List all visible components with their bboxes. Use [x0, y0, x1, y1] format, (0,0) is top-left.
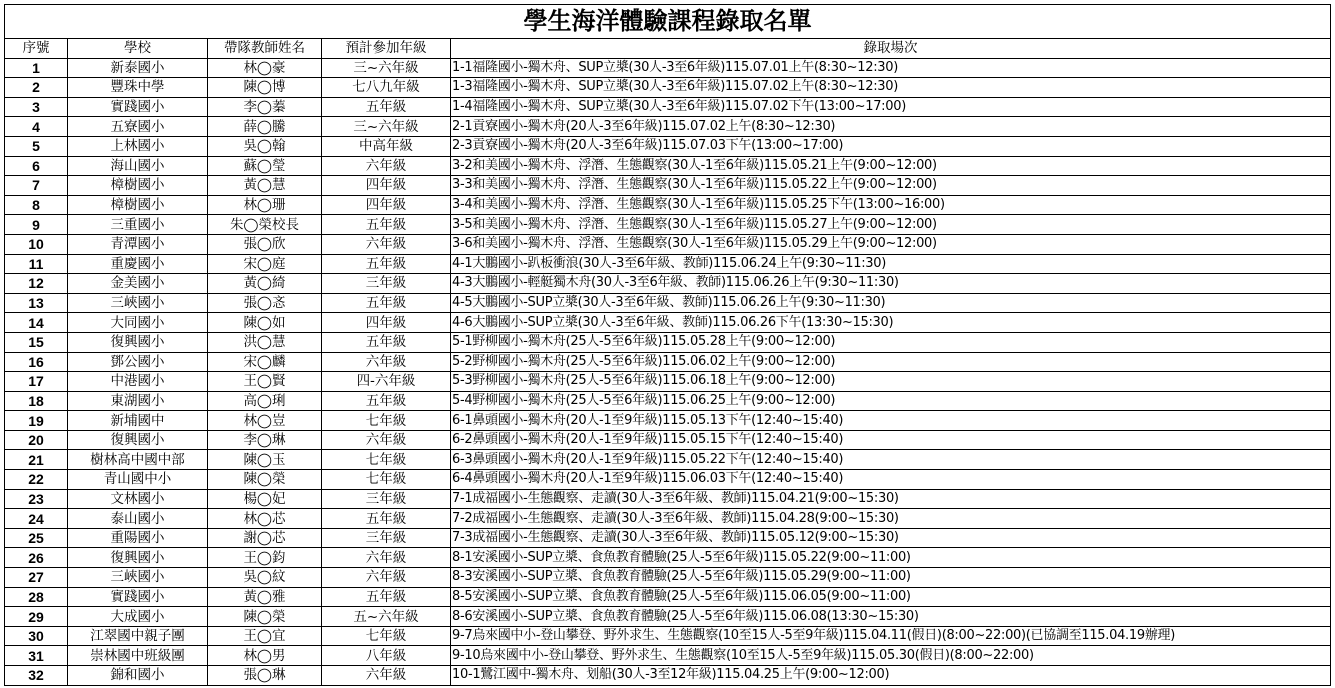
teacher-cell: 宋◯麟 [208, 352, 322, 372]
grade-cell: 七年級 [322, 411, 451, 431]
header-school: 學校 [68, 39, 208, 59]
school-cell: 大同國小 [68, 313, 208, 333]
school-cell: 新埔國中 [68, 411, 208, 431]
grade-cell: 六年級 [322, 234, 451, 254]
school-cell: 三峽國小 [68, 293, 208, 313]
table-row [5, 352, 1331, 372]
session-cell: 3-3和美國小-獨木舟、浮潛、生態觀察(30人-1至6年級)115.05.22上午(9:00~12:00) [451, 176, 1331, 196]
table-row [5, 391, 1331, 411]
row-number: 14 [5, 313, 68, 333]
session-cell: 4-6大鵬國小-SUP立槳(30人-3至6年級、教師)115.06.26下午(13:30~15:30) [451, 313, 1331, 333]
table-row [5, 215, 1331, 235]
school-cell: 新泰國小 [68, 58, 208, 78]
table-row [5, 195, 1331, 215]
session-cell: 8-3安溪國小-SUP立槳、食魚教育體驗(25人-5至6年級)115.05.29(9:00~11:00) [451, 568, 1331, 588]
school-cell: 三重國小 [68, 215, 208, 235]
row-number: 5 [5, 136, 68, 156]
session-cell: 1-3福隆國小-獨木舟、SUP立槳(30人-3至6年級)115.07.02上午(8:30~12:30) [451, 78, 1331, 98]
row-number: 17 [5, 372, 68, 392]
session-cell: 6-1鼻頭國小-獨木舟(20人-1至9年級)115.05.13下午(12:40~15:40) [451, 411, 1331, 431]
grade-cell: 六年級 [322, 430, 451, 450]
table-row [5, 509, 1331, 529]
grade-cell: 七八九年級 [322, 78, 451, 98]
row-number: 2 [5, 78, 68, 98]
teacher-cell: 林◯豪 [208, 58, 322, 78]
grade-cell: 三年級 [322, 528, 451, 548]
session-cell: 6-4鼻頭國小-獨木舟(20人-1至9年級)115.06.03下午(12:40~15:40) [451, 470, 1331, 490]
row-number: 28 [5, 587, 68, 607]
teacher-cell: 吳◯紋 [208, 568, 322, 588]
grade-cell: 中高年級 [322, 136, 451, 156]
title-row [5, 5, 1331, 39]
school-cell: 東湖國小 [68, 391, 208, 411]
school-cell: 中港國小 [68, 372, 208, 392]
grade-cell: 三~六年級 [322, 117, 451, 137]
teacher-cell: 王◯賢 [208, 372, 322, 392]
row-number: 18 [5, 391, 68, 411]
session-cell: 5-4野柳國小-獨木舟(25人-5至6年級)115.06.25上午(9:00~12:00) [451, 391, 1331, 411]
grade-cell: 六年級 [322, 666, 451, 686]
row-number: 7 [5, 176, 68, 196]
session-cell: 1-4福隆國小-獨木舟、SUP立槳(30人-3至6年級)115.07.02下午(13:00~17:00) [451, 97, 1331, 117]
row-number: 31 [5, 646, 68, 666]
table-row [5, 470, 1331, 490]
table-row [5, 528, 1331, 548]
grade-cell: 七年級 [322, 450, 451, 470]
session-cell: 6-2鼻頭國小-獨木舟(20人-1至9年級)115.05.15下午(12:40~15:40) [451, 430, 1331, 450]
teacher-cell: 洪◯慧 [208, 332, 322, 352]
grade-cell: 七年級 [322, 626, 451, 646]
row-number: 6 [5, 156, 68, 176]
row-number: 24 [5, 509, 68, 529]
grade-cell: 五年級 [322, 391, 451, 411]
row-number: 16 [5, 352, 68, 372]
teacher-cell: 宋◯庭 [208, 254, 322, 274]
table-row [5, 176, 1331, 196]
session-cell: 8-1安溪國小-SUP立槳、食魚教育體驗(25人-5至6年級)115.05.22(9:00~11:00) [451, 548, 1331, 568]
grade-cell: 五~六年級 [322, 607, 451, 627]
table-row [5, 136, 1331, 156]
header-number: 序號 [5, 39, 68, 59]
school-cell: 泰山國小 [68, 509, 208, 529]
header-row [5, 39, 1331, 59]
teacher-cell: 張◯忞 [208, 293, 322, 313]
row-number: 15 [5, 332, 68, 352]
session-cell: 7-3成福國小-生態觀察、走讀(30人-3至6年級、教師)115.05.12(9:00~15:30) [451, 528, 1331, 548]
grade-cell: 四年級 [322, 195, 451, 215]
teacher-cell: 李◯蓁 [208, 97, 322, 117]
session-cell: 7-1成福國小-生態觀察、走讀(30人-3至6年級、教師)115.04.21(9:00~15:30) [451, 489, 1331, 509]
teacher-cell: 張◯琳 [208, 666, 322, 686]
teacher-cell: 陳◯玉 [208, 450, 322, 470]
session-cell: 4-3大鵬國小-輕艇獨木舟(30人-3至6年級、教師)115.06.26上午(9:30~11:30) [451, 274, 1331, 294]
school-cell: 樟樹國小 [68, 195, 208, 215]
school-cell: 復興國小 [68, 430, 208, 450]
session-cell: 2-1貢寮國小-獨木舟(20人-3至6年級)115.07.02上午(8:30~12:30) [451, 117, 1331, 137]
row-number: 25 [5, 528, 68, 548]
table-row [5, 411, 1331, 431]
school-cell: 豐珠中學 [68, 78, 208, 98]
teacher-cell: 王◯宜 [208, 626, 322, 646]
school-cell: 江翠國中親子團 [68, 626, 208, 646]
header-teacher: 帶隊教師姓名 [208, 39, 322, 59]
teacher-cell: 薛◯騰 [208, 117, 322, 137]
session-cell: 9-7烏來國中小-登山攀登、野外求生、生態觀察(10至15人-5至9年級)115.04.11(假日)(8:00~22:00)(已協調至115.04.19辦理) [451, 626, 1331, 646]
teacher-cell: 黃◯雅 [208, 587, 322, 607]
grade-cell: 五年級 [322, 587, 451, 607]
table-row [5, 450, 1331, 470]
teacher-cell: 李◯琳 [208, 430, 322, 450]
row-number: 27 [5, 568, 68, 588]
school-cell: 五寮國小 [68, 117, 208, 137]
row-number: 23 [5, 489, 68, 509]
table-row [5, 372, 1331, 392]
teacher-cell: 林◯芯 [208, 509, 322, 529]
table-row [5, 254, 1331, 274]
grade-cell: 五年級 [322, 293, 451, 313]
session-cell: 8-5安溪國小-SUP立槳、食魚教育體驗(25人-5至6年級)115.06.05(9:00~11:00) [451, 587, 1331, 607]
teacher-cell: 陳◯榮 [208, 607, 322, 627]
school-cell: 文林國小 [68, 489, 208, 509]
teacher-cell: 吳◯翰 [208, 136, 322, 156]
grade-cell: 六年級 [322, 156, 451, 176]
session-cell: 1-1福隆國小-獨木舟、SUP立槳(30人-3至6年級)115.07.01上午(8:30~12:30) [451, 58, 1331, 78]
teacher-cell: 謝◯芯 [208, 528, 322, 548]
session-cell: 3-2和美國小-獨木舟、浮潛、生態觀察(30人-1至6年級)115.05.21上午(9:00~12:00) [451, 156, 1331, 176]
row-number: 26 [5, 548, 68, 568]
row-number: 29 [5, 607, 68, 627]
table-row [5, 587, 1331, 607]
grade-cell: 五年級 [322, 254, 451, 274]
row-number: 32 [5, 666, 68, 686]
session-cell: 3-4和美國小-獨木舟、浮潛、生態觀察(30人-1至6年級)115.05.25下午(13:00~16:00) [451, 195, 1331, 215]
session-cell: 8-6安溪國小-SUP立槳、食魚教育體驗(25人-5至6年級)115.06.08(13:30~15:30) [451, 607, 1331, 627]
row-number: 12 [5, 274, 68, 294]
table-row [5, 274, 1331, 294]
school-cell: 鄧公國小 [68, 352, 208, 372]
grade-cell: 八年級 [322, 646, 451, 666]
teacher-cell: 陳◯如 [208, 313, 322, 333]
teacher-cell: 黃◯綺 [208, 274, 322, 294]
school-cell: 實踐國小 [68, 587, 208, 607]
session-cell: 3-6和美國小-獨木舟、浮潛、生態觀察(30人-1至6年級)115.05.29上午(9:00~12:00) [451, 234, 1331, 254]
table-row [5, 293, 1331, 313]
session-cell: 6-3鼻頭國小-獨木舟(20人-1至9年級)115.05.22下午(12:40~15:40) [451, 450, 1331, 470]
row-number: 1 [5, 58, 68, 78]
row-number: 8 [5, 195, 68, 215]
header-session: 錄取場次 [451, 39, 1331, 59]
teacher-cell: 王◯鈞 [208, 548, 322, 568]
table-row [5, 234, 1331, 254]
table-row [5, 430, 1331, 450]
teacher-cell: 黃◯慧 [208, 176, 322, 196]
session-cell: 4-5大鵬國小-SUP立槳(30人-3至6年級、教師)115.06.26上午(9:30~11:30) [451, 293, 1331, 313]
grade-cell: 五年級 [322, 332, 451, 352]
teacher-cell: 高◯琍 [208, 391, 322, 411]
grade-cell: 五年級 [322, 97, 451, 117]
session-cell: 4-1大鵬國小-趴板衝浪(30人-3至6年級、教師)115.06.24上午(9:30~11:30) [451, 254, 1331, 274]
school-cell: 海山國小 [68, 156, 208, 176]
school-cell: 大成國小 [68, 607, 208, 627]
grade-cell: 六年級 [322, 548, 451, 568]
table-row [5, 117, 1331, 137]
row-number: 20 [5, 430, 68, 450]
row-number: 10 [5, 234, 68, 254]
grade-cell: 四年級 [322, 176, 451, 196]
table-row [5, 666, 1331, 686]
teacher-cell: 蘇◯瑩 [208, 156, 322, 176]
row-number: 19 [5, 411, 68, 431]
grade-cell: 六年級 [322, 352, 451, 372]
row-number: 9 [5, 215, 68, 235]
session-cell: 2-3貢寮國小-獨木舟(20人-3至6年級)115.07.03下午(13:00~17:00) [451, 136, 1331, 156]
grade-cell: 三~六年級 [322, 58, 451, 78]
row-number: 13 [5, 293, 68, 313]
school-cell: 上林國小 [68, 136, 208, 156]
grade-cell: 四-六年級 [322, 372, 451, 392]
document-title: 學生海洋體驗課程錄取名單 [5, 5, 1331, 39]
school-cell: 樹林高中國中部 [68, 450, 208, 470]
school-cell: 青潭國小 [68, 234, 208, 254]
grade-cell: 六年級 [322, 568, 451, 588]
table-row [5, 78, 1331, 98]
session-cell: 3-5和美國小-獨木舟、浮潛、生態觀察(30人-1至6年級)115.05.27上午(9:00~12:00) [451, 215, 1331, 235]
header-grade: 預計參加年級 [322, 39, 451, 59]
session-cell: 5-2野柳國小-獨木舟(25人-5至6年級)115.06.02上午(9:00~12:00) [451, 352, 1331, 372]
school-cell: 錦和國小 [68, 666, 208, 686]
table-row [5, 332, 1331, 352]
row-number: 21 [5, 450, 68, 470]
teacher-cell: 林◯珊 [208, 195, 322, 215]
table-row [5, 607, 1331, 627]
school-cell: 復興國小 [68, 332, 208, 352]
session-cell: 7-2成福國小-生態觀察、走讀(30人-3至6年級、教師)115.04.28(9:00~15:30) [451, 509, 1331, 529]
school-cell: 重慶國小 [68, 254, 208, 274]
teacher-cell: 朱◯榮校長 [208, 215, 322, 235]
grade-cell: 三年級 [322, 274, 451, 294]
row-number: 4 [5, 117, 68, 137]
teacher-cell: 林◯男 [208, 646, 322, 666]
teacher-cell: 楊◯妃 [208, 489, 322, 509]
school-cell: 青山國中小 [68, 470, 208, 490]
school-cell: 實踐國小 [68, 97, 208, 117]
table-row [5, 626, 1331, 646]
school-cell: 復興國小 [68, 548, 208, 568]
table-row [5, 58, 1331, 78]
session-cell: 10-1鷺江國中-獨木舟、划船(30人-3至12年級)115.04.25上午(9:00~12:00) [451, 666, 1331, 686]
school-cell: 崇林國中班級團 [68, 646, 208, 666]
school-cell: 金美國小 [68, 274, 208, 294]
table-row [5, 548, 1331, 568]
table-row [5, 568, 1331, 588]
table-row [5, 313, 1331, 333]
table-row [5, 156, 1331, 176]
table-row [5, 97, 1331, 117]
teacher-cell: 張◯欣 [208, 234, 322, 254]
grade-cell: 五年級 [322, 509, 451, 529]
session-cell: 5-3野柳國小-獨木舟(25人-5至6年級)115.06.18上午(9:00~12:00) [451, 372, 1331, 392]
teacher-cell: 林◯豈 [208, 411, 322, 431]
session-cell: 5-1野柳國小-獨木舟(25人-5至6年級)115.05.28上午(9:00~12:00) [451, 332, 1331, 352]
row-number: 30 [5, 626, 68, 646]
row-number: 3 [5, 97, 68, 117]
session-cell: 9-10烏來國中小-登山攀登、野外求生、生態觀察(10至15人-5至9年級)115.05.30(假日)(8:00~22:00) [451, 646, 1331, 666]
admission-list-table [4, 4, 1331, 686]
teacher-cell: 陳◯博 [208, 78, 322, 98]
grade-cell: 四年級 [322, 313, 451, 333]
grade-cell: 三年級 [322, 489, 451, 509]
school-cell: 三峽國小 [68, 568, 208, 588]
school-cell: 重陽國小 [68, 528, 208, 548]
table-row [5, 646, 1331, 666]
row-number: 22 [5, 470, 68, 490]
table-row [5, 489, 1331, 509]
teacher-cell: 陳◯榮 [208, 470, 322, 490]
row-number: 11 [5, 254, 68, 274]
school-cell: 樟樹國小 [68, 176, 208, 196]
grade-cell: 七年級 [322, 470, 451, 490]
grade-cell: 五年級 [322, 215, 451, 235]
